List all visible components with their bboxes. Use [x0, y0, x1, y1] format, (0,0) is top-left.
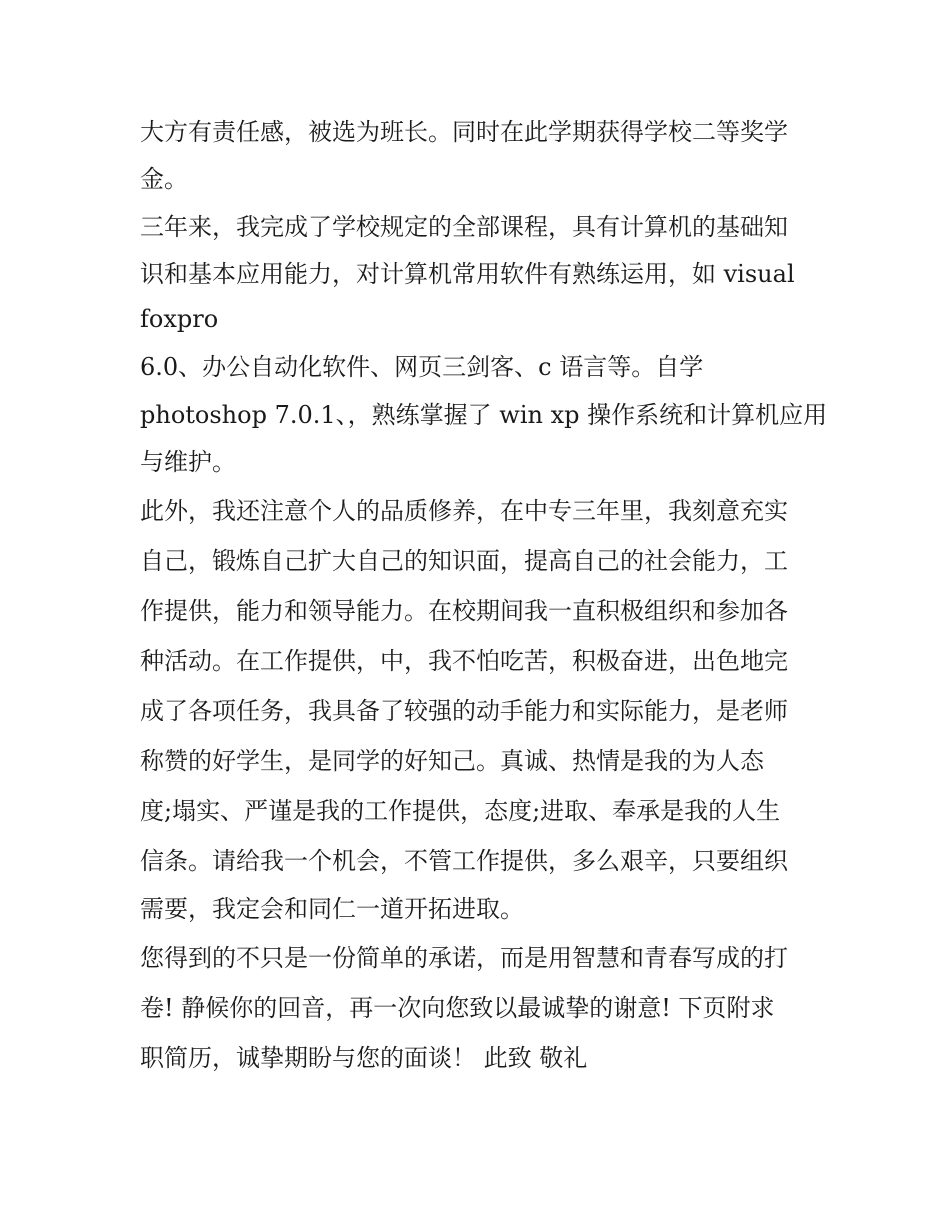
- text-line: 与维护。: [140, 448, 236, 476]
- text-line: 自己，锻炼自己扩大自己的知识面，提高自己的社会能力，工: [140, 547, 788, 575]
- text-line: 卷! 静候你的回音，再一次向您致以最诚挚的谢意! 下页附求: [140, 994, 775, 1022]
- text-line: 职简历，诚挚期盼与您的面谈！ 此致 敬礼: [140, 1044, 588, 1072]
- text-line: 三年来，我完成了学校规定的全部课程，具有计算机的基础知: [140, 213, 788, 241]
- text-line: 大方有责任感，被选为班长。同时在此学期获得学校二等奖学: [140, 118, 788, 146]
- text-line: 种活动。在工作提供，中，我不怕吃苦，积极奋进，出色地完: [140, 647, 788, 675]
- text-line: 需要，我定会和同仁一道开拓进取。: [140, 895, 524, 923]
- text-line: 度;塌实、严谨是我的工作提供，态度;进取、奉承是我的人生: [140, 797, 781, 825]
- text-line: foxpro: [140, 305, 219, 333]
- text-line: 6.0、办公自动化软件、网页三剑客、c 语言等。自学: [140, 353, 704, 381]
- letter-body: [140, 107, 828, 1083]
- text-line: photoshop 7.0.1、，熟练掌握了 win xp 操作系统和计算机应用: [140, 401, 828, 429]
- text-line: 作提供，能力和领导能力。在校期间我一直积极组织和参加各: [140, 597, 788, 625]
- text-line: 此外，我还注意个人的品质修养，在中专三年里，我刻意充实: [140, 497, 788, 525]
- text-line: 信条。请给我一个机会，不管工作提供，多么艰辛，只要组织: [140, 847, 788, 875]
- text-line: 称赞的好学生，是同学的好知己。真诚、热情是我的为人态: [140, 747, 764, 775]
- text-line: 成了各项任务，我具备了较强的动手能力和实际能力，是老师: [140, 697, 788, 725]
- text-line: 您得到的不只是一份简单的承诺，而是用智慧和青春写成的打: [140, 944, 788, 972]
- text-line: 识和基本应用能力，对计算机常用软件有熟练运用，如 visual: [140, 260, 795, 288]
- text-line: 金。: [140, 165, 188, 193]
